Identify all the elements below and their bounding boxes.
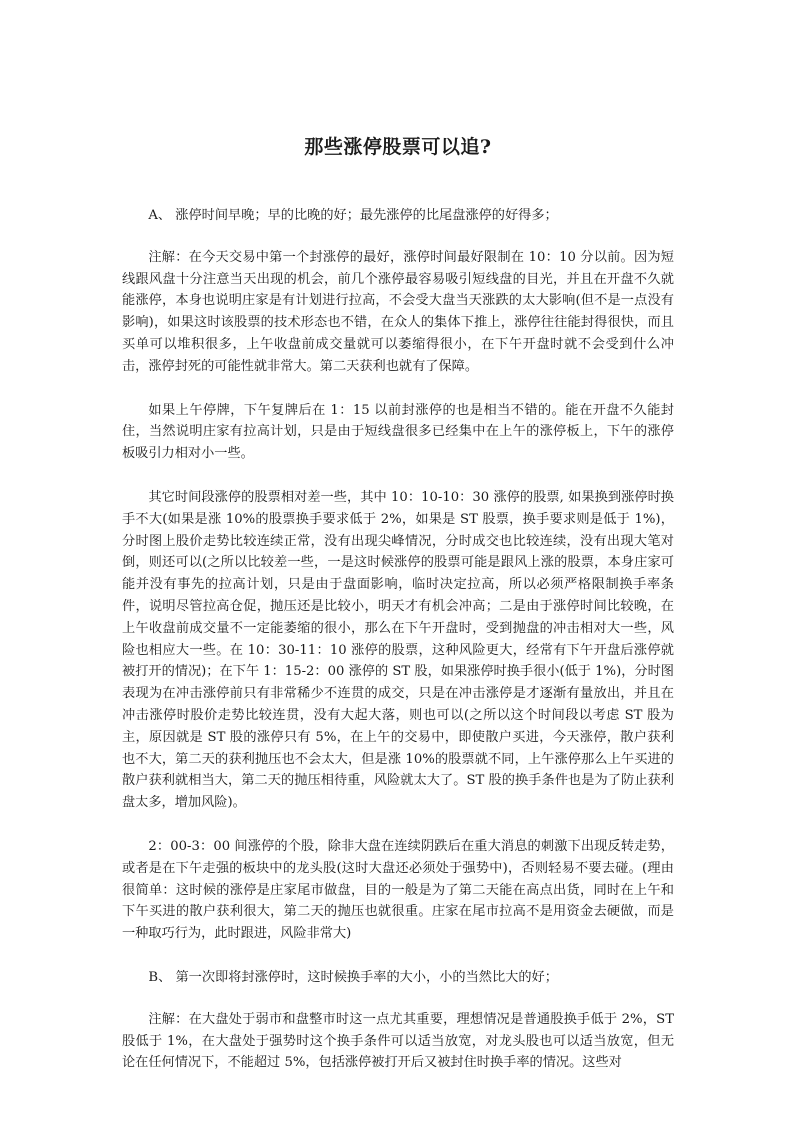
document-page	[122, 120, 674, 1096]
section-a-heading: A、 涨停时间早晚；早的比晚的好；最先涨停的比尾盘涨停的好得多；	[148, 208, 558, 223]
section-b-heading: B、 第一次即将封涨停时，这时候换手率的大小，小的当然比大的好；	[148, 969, 558, 985]
paragraph-note-b: 注解：在大盘处于弱市和盘整市时这一点尤其重要，理想情况是普通股换手低于 2%，ST 股低于 1%，在大盘处于强势时这个换手条件可以适当放宽，对龙头股也可以适当放宽，但无论在任何情况下，不能超过 5%，包括涨停被打开后又被封住时换手率的情况。这些对	[122, 1011, 674, 1071]
document-title: 那些涨停股票可以追?	[304, 136, 492, 158]
paragraph-other-periods: 其它时间段涨停的股票相对差一些，其中 10：10-10：30 涨停的股票, 如果换到涨停时换手不大(如果是涨 10%的股票换手要求低于 2%，如果是 ST 股票，换手要求则是低于 1%)，分时图上股价走势比较连续正常，没有出现尖峰情况，分时成交也比较连续，没有出现大笔对倒，则还可以(之所以比较差一些，一是这时候涨停的股票可能是跟风上涨的股票，本身庄家可能并没有事先的拉高计划，只是由于盘面影响，临时决定拉高，所以必须严格限制换手率条件，说明尽管拉高仓促，抛压还是比较小，明天才有机会冲高；二是由于涨停时间比较晚，在上午收盘前成交量不一定能萎缩的很小，那么在下午开盘时，受到抛盘的冲击相对大一些，风险也相应大一些。在 10：30-11：10 涨停的股票，这种风险更大，经常有下午开盘后涨停就被打开的情况)；在下午 1：15-2：00 涨停的 ST 股，如果涨停时换手很小(低于 1%)，分时图表现为在冲击涨停前只有非常稀少不连贯的成交，只是在冲击涨停是才逐渐有量放出，并且在冲击涨停时股价走势比较连贯，没有大起大落，则也可以(之所以这个时间段以考虑 ST 股为主，原因就是 ST 股的涨停只有 5%，在上午的交易中，即使散户买进，今天涨停，散户获利也不大，第二天的获利抛压也不会太大，但是涨 10%的股票就不同，上午涨停那么上午买进的散户获利就相当大，第二天的抛压相待重，风险就太大了。ST 股的换手条件也是为了防止获利盘太多，增加风险)。	[122, 489, 674, 811]
paragraph-afternoon-resume: 如果上午停牌，下午复牌后在 1：15 以前封涨停的也是相当不错的。能在开盘不久能封住，当然说明庄家有拉高计划，只是由于短线盘很多已经集中在上午的涨停板上，下午的涨停板吸引力相对小一些。	[122, 402, 674, 462]
paragraph-note-a: 注解：在今天交易中第一个封涨停的最好，涨停时间最好限制在 10：10 分以前。因为短线跟风盘十分注意当天出现的机会，前几个涨停最容易吸引短线盘的目光，并且在开盘不久就能涨停，本身也说明庄家是有计划进行拉高，不会受大盘当天涨跌的太大影响(但不是一点没有影响)，如果这时该股票的技术形态也不错，在众人的集体下推上，涨停往往能封得很快，而且买单可以堆积很多，上午收盘前成交量就可以萎缩得很小，在下午开盘时就不会受到什么冲击，涨停封死的可能性就非常大。第二天获利也就有了保障。	[122, 249, 674, 374]
paragraph-late-afternoon: 2：00-3：00 间涨停的个股，除非大盘在连续阴跌后在重大消息的刺激下出现反转走势，或者是在下午走强的板块中的龙头股(这时大盘还必须处于强势中)，否则轻易不要去碰。(理由很简单：这时候的涨停是庄家尾市做盘，目的一般是为了第二天能在高点出货，同时在上午和下午买进的散户获利很大，第二天的抛压也就很重。庄家在尾市拉高不是用资金去硬做，而是一种取巧行为，此时跟进，风险非常大)	[122, 838, 674, 942]
